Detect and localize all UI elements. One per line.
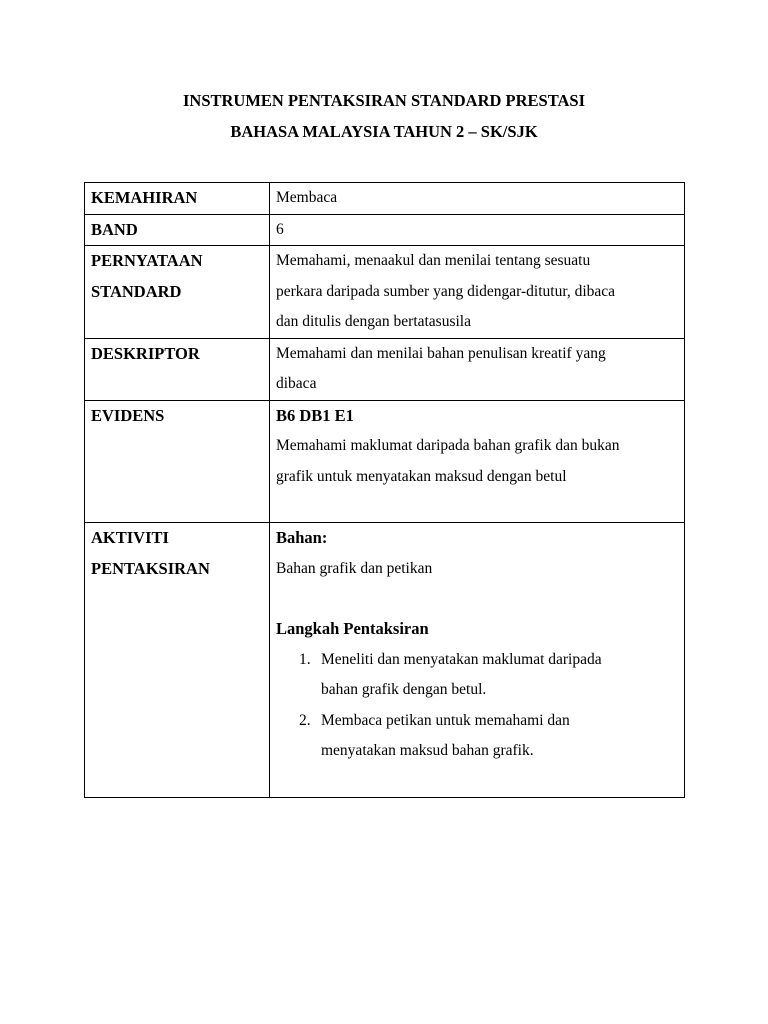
bahan-heading: Bahan: bbox=[276, 528, 328, 547]
pernyataan-value-line2: perkara daripada sumber yang didengar-ditutur, dibaca bbox=[276, 282, 616, 300]
evidens-value-line1: Memahami maklumat daripada bahan grafik dan bukan bbox=[276, 437, 620, 454]
table-row-deskriptor bbox=[85, 338, 685, 400]
pernyataan-label bbox=[85, 246, 270, 339]
evidens-code: B6 DB1 E1 bbox=[276, 405, 354, 425]
assessment-table bbox=[84, 182, 685, 798]
aktiviti-bottom-spacer bbox=[276, 767, 678, 797]
evidens-spacer bbox=[276, 492, 678, 522]
list-item bbox=[276, 706, 678, 767]
deskriptor-value-line1: Memahami dan menilai bahan penulisan kreatif yang bbox=[276, 344, 606, 362]
evidens-value-line2: grafik untuk menyatakan maksud dengan betul bbox=[276, 467, 567, 485]
table-row-pernyataan bbox=[85, 246, 685, 339]
bahan-value: Bahan grafik dan petikan bbox=[276, 559, 433, 577]
list-item bbox=[276, 645, 678, 706]
band-label: BAND bbox=[85, 214, 270, 246]
aktiviti-label-line1: AKTIVITI bbox=[91, 528, 169, 547]
step-number: 1. bbox=[299, 650, 311, 668]
table-row-aktiviti bbox=[85, 523, 685, 798]
pernyataan-value-line3: dan ditulis dengan bertatasusila bbox=[276, 313, 471, 330]
langkah-steps-list bbox=[276, 645, 678, 767]
document-title-line1: INSTRUMEN PENTAKSIRAN STANDARD PRESTASI bbox=[182, 91, 586, 110]
deskriptor-value-line2: dibaca bbox=[276, 375, 317, 392]
langkah-heading: Langkah Pentaksiran bbox=[276, 619, 429, 638]
band-value: 6 bbox=[270, 214, 685, 246]
table-row-band bbox=[85, 214, 685, 246]
step-line2: bahan grafik dengan betul. bbox=[321, 681, 487, 698]
aktiviti-label-line2: PENTAKSIRAN bbox=[91, 558, 210, 578]
step-line2: menyatakan maksud bahan grafik. bbox=[321, 742, 534, 759]
pernyataan-label-line1: PERNYATAAN bbox=[91, 251, 203, 270]
aktiviti-value bbox=[270, 523, 685, 798]
table-row-evidens bbox=[85, 400, 685, 523]
pernyataan-value bbox=[270, 246, 685, 339]
aktiviti-label bbox=[85, 523, 270, 798]
evidens-label: EVIDENS bbox=[85, 400, 270, 523]
table-row-kemahiran bbox=[85, 183, 685, 215]
pernyataan-label-line2: STANDARD bbox=[91, 281, 182, 301]
step-line1: Meneliti dan menyatakan maklumat daripada bbox=[321, 650, 602, 668]
deskriptor-label: DESKRIPTOR bbox=[85, 338, 270, 400]
pernyataan-value-line1: Memahami, menaakul dan menilai tentang sesuatu bbox=[276, 252, 591, 269]
evidens-value bbox=[270, 400, 685, 523]
aktiviti-spacer bbox=[276, 584, 678, 614]
deskriptor-value bbox=[270, 338, 685, 400]
document-title-line2: BAHASA MALAYSIA TAHUN 2 – SK/SJK bbox=[230, 122, 538, 141]
step-number: 2. bbox=[299, 711, 311, 729]
kemahiran-value: Membaca bbox=[270, 183, 685, 215]
step-line1: Membaca petikan untuk memahami dan bbox=[321, 711, 570, 729]
kemahiran-label: KEMAHIRAN bbox=[85, 183, 270, 215]
step-text bbox=[321, 706, 678, 767]
step-text bbox=[321, 645, 678, 706]
